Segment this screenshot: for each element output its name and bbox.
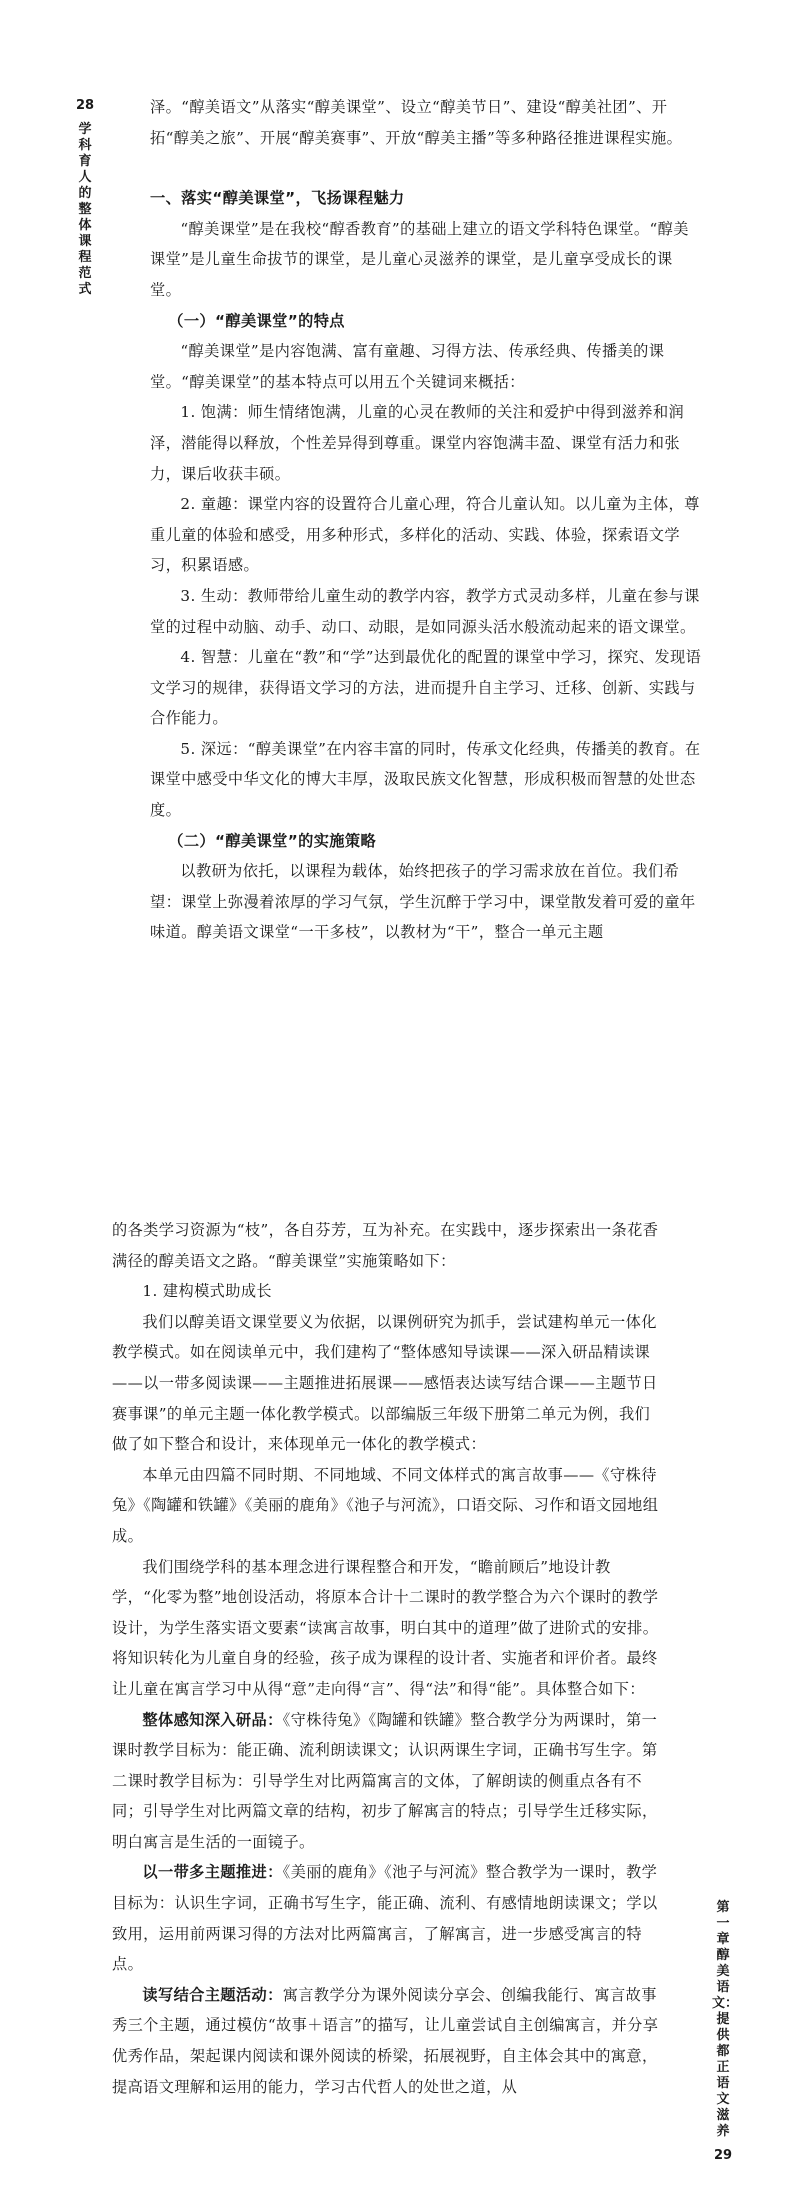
right-running-head-text: 第一章 醇美语文：提供都正语文滋养 [712, 1900, 743, 2139]
right-body [112, 1215, 664, 2102]
subsection-heading: （二）“醇美课堂”的实施策略 [168, 831, 377, 850]
paragraph [112, 1705, 664, 1858]
numbered-heading: 1. 建构模式助成长 [142, 1282, 273, 1301]
paragraph: “醇美课堂”是在我校“醇香教育”的基础上建立的语文学科特色课堂。“醇美课堂”是儿童生命拔节的课堂，是儿童心灵滋养的课堂，是儿童享受成长的课堂。 [150, 219, 689, 299]
left-page [0, 0, 790, 1105]
paragraph: 我们以醇美语文课堂要义为依据，以课例研究为抓手，尝试建构单元一体化教学模式。如在阅读单元中，我们建构了“整体感知导读课——深入研品精读课——以一带多阅读课——主题推进拓展课——感悟表达读写结合课——主题节日赛事课”的单元主题一体化教学模式。以部编版三年级下册第二单元为例，我们做了如下整合和设计，来体现单元一体化的教学模式： [112, 1312, 658, 1454]
paragraph-body: 《守株待兔》《陶罐和铁罐》整合教学分为两课时，第一课时教学目标为：能正确、流利朗读课文；认识两课生字词，正确书写生字。第二课时教学目标为：引导学生对比两篇寓言的文体，了解朗读的侧重点各有不同；引导学生对比两篇文章的结构，初步了解寓言的特点；引导学生迁移实际，明白寓言是生活的一面镜子。 [112, 1710, 658, 1851]
paragraph: 2. 童趣：课堂内容的设置符合儿童心理，符合儿童认知。以儿童为主体，尊重儿童的体验和感受，用多种形式，多样化的活动、实践、体验，探索语文学习，积累语感。 [150, 495, 700, 575]
paragraph: 我们围绕学科的基本理念进行课程整合和开发，“瞻前顾后”地设计教学，“化零为整”地创设活动，将原本合计十二课时的教学整合为六个课时的教学设计，为学生落实语文要素“读寓言故事，明白其中的道理”做了进阶式的安排。将知识转化为儿童自身的经验，孩子成为课程的设计者、实施者和评价者。最终让儿童在寓言学习中从得“意”走向得“言”、得“法”和得“能”。具体整合如下： [112, 1557, 659, 1698]
paragraph [112, 1980, 664, 2102]
paragraph: 以教研为依托，以课程为载体，始终把孩子的学习需求放在首位。我们希望：课堂上弥漫着浓厚的学习气氛，学生沉醉于学习中，课堂散发着可爱的童年味道。醇美语文课堂“一干多枝”，以教材为“干”，整合一单元主题 [150, 862, 696, 942]
right-running-head [712, 1900, 743, 2164]
paragraph: 的各类学习资源为“枝”，各自芬芳，互为补充。在实践中，逐步探索出一条花香满径的醇美语文之路。“醇美课堂”实施策略如下： [112, 1221, 659, 1270]
paragraph: 本单元由四篇不同时期、不同地域、不同文体样式的寓言故事——《守株待兔》《陶罐和铁罐》《美丽的鹿角》《池子与河流》，口语交际、习作和语文园地组成。 [112, 1465, 659, 1545]
right-page-number: 29 [713, 2148, 733, 2163]
left-page-number: 28 [75, 98, 95, 113]
paragraph-lead: 以一带多主题推进： [142, 1863, 283, 1882]
paragraph: 泽。“醇美语文”从落实“醇美课堂”、设立“醇美节日”、建设“醇美社团”、开拓“醇美之旅”、开展“醇美赛事”、开放“醇美主播”等多种路径推进课程实施。 [150, 98, 683, 147]
left-running-head [74, 98, 96, 298]
subsection-heading: （一）“醇美课堂”的特点 [168, 311, 345, 330]
left-body [150, 92, 702, 948]
paragraph: 3. 生动：教师带给儿童生动的教学内容，教学方式灵动多样，儿童在参与课堂的过程中动脑、动手、动口、动眼，是如同源头活水般流动起来的语文课堂。 [150, 586, 700, 636]
paragraph [112, 1857, 664, 1979]
left-running-head-text: 学科育人的整体课程范式 [78, 122, 92, 297]
paragraph-body: 《美丽的鹿角》《池子与河流》整合教学为一课时，教学目标为：认识生字词，正确书写生字，能正确、流利、有感情地朗读课文；学以致用，运用前两课习得的方法对比两篇寓言，了解寓言，进一步感受寓言的特点。 [112, 1863, 658, 1974]
paragraph-body: 寓言教学分为课外阅读分享会、创编我能行、寓言故事秀三个主题，通过模仿“故事＋语言”的描写，让儿童尝试自主创编寓言，并分享优秀作品，架起课内阅读和课外阅读的桥梁，拓展视野，自主体会其中的寓意，提高语文理解和运用的能力，学习古代哲人的处世之道，从 [112, 1985, 659, 2096]
paragraph-lead: 整体感知深入研品： [142, 1710, 283, 1729]
right-page [0, 1105, 790, 2212]
paragraph: 5. 深远：“醇美课堂”在内容丰富的同时，传承文化经典，传播美的教育。在课堂中感受中华文化的博大丰厚，汲取民族文化智慧，形成积极而智慧的处世态度。 [150, 739, 701, 820]
paragraph-lead: 读写结合主题活动： [142, 1985, 283, 2004]
paragraph: “醇美课堂”是内容饱满、富有童趣、习得方法、传承经典、传播美的课堂。“醇美课堂”的基本特点可以用五个关键词来概括： [150, 342, 665, 391]
paragraph: 1. 饱满：师生情绪饱满，儿童的心灵在教师的关注和爱护中得到滋养和润泽，潜能得以释放，个性差异得到尊重。课堂内容饱满丰盈、课堂有活力和张力，课后收获丰硕。 [150, 403, 685, 483]
paragraph: 4. 智慧：儿童在“教”和“学”达到最优化的配置的课堂中学习，探究、发现语文学习的规律，获得语文学习的方法，进而提升自主学习、迁移、创新、实践与合作能力。 [150, 648, 702, 728]
section-heading: 一、落实“醇美课堂”，飞扬课程魅力 [150, 189, 405, 208]
